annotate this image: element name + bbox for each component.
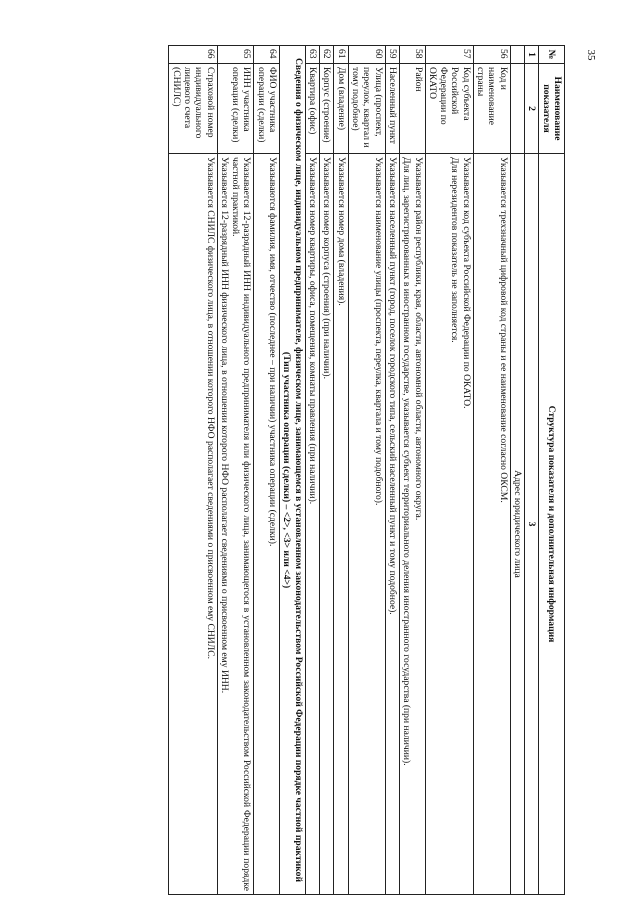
indicator-name: Код субъекта Российской Федерации по ОКАТО — [425, 64, 473, 154]
description-line: Для нерезидентов показатель не заполняется. — [449, 157, 461, 343]
table-row — [348, 46, 385, 895]
indicator-name: Район — [399, 64, 425, 154]
indicator-name: Страховой номер индивидуального лицевого счета (СНИЛС) — [169, 64, 217, 154]
table-row — [334, 46, 348, 895]
indicator-description — [305, 154, 319, 895]
indicator-description — [169, 154, 217, 895]
table-body-section-b — [280, 46, 306, 895]
row-number: 56 — [473, 46, 510, 64]
indicator-name: Улица (проспект, переулок, квартал и тому подобное) — [348, 64, 385, 154]
table-row — [473, 46, 510, 895]
indicator-description — [217, 154, 254, 895]
table-row — [305, 46, 319, 895]
indicator-description — [385, 154, 399, 895]
description-line: Указывается номер корпуса (строения) (при наличии). — [321, 157, 333, 380]
section-legal-address: Адрес юридического лица — [510, 154, 524, 895]
page-number: 35 — [585, 49, 597, 61]
row-number: 65 — [217, 46, 254, 64]
description-line: Указывается номер дома (владения). — [335, 157, 347, 306]
header-name: Наименование показателя — [539, 64, 565, 154]
indicator-description — [254, 154, 280, 895]
table-body-a — [510, 46, 524, 895]
indicator-name: ИНН участника операции (сделки) — [217, 64, 254, 154]
indicator-description — [320, 154, 334, 895]
table-row — [385, 46, 399, 895]
table-body-rows-b — [169, 46, 280, 895]
section-spacer — [510, 46, 524, 64]
rotated-table-container — [70, 45, 565, 895]
row-number: 60 — [348, 46, 385, 64]
indicator-name: Дом (владение) — [334, 64, 348, 154]
column-number-row — [525, 46, 539, 895]
description-line: Для лиц, зарегистрированных в иностранном государстве, указывается субъект территориального деления иностранного государства (при наличии). — [401, 157, 413, 766]
section-individual: Сведения о физическом лице, индивидуальном предпринимателе, физическом лице, занимающемся в установленном законодательством Российской Федерации порядке частной практикой (Тип участника операции (сделки) – <2>, <3> или <4>) — [280, 46, 306, 895]
section-row-individual — [280, 46, 306, 895]
table-row — [320, 46, 334, 895]
indicator-name: Код и наименование страны — [473, 64, 510, 154]
column-number-1: 1 — [525, 46, 539, 64]
description-line: Указывается 12-разрядный ИНН индивидуального предпринимателя или физического лица, занимающегося в установленном законодательством Российской Федерации порядке частной практикой. — [230, 157, 253, 891]
indicator-description — [473, 154, 510, 895]
row-number: 63 — [305, 46, 319, 64]
indicator-name: Корпус (строение) — [320, 64, 334, 154]
indicator-description — [425, 154, 473, 895]
header-structure: Структура показателя и дополнительная информация — [539, 154, 565, 895]
section-row-legal-address — [510, 46, 524, 895]
row-number: 58 — [399, 46, 425, 64]
column-number-2: 2 — [525, 64, 539, 154]
description-line: Указывается 12-разрядный ИНН физического лица, в отношении которого НФО располагает сведениями о присвоенном ему ИНН. — [218, 157, 230, 694]
row-number: 66 — [169, 46, 217, 64]
table-row — [169, 46, 217, 895]
description-line: Указывается район республики, края, области, автономной области, автономного округа. — [412, 157, 424, 521]
table-row — [217, 46, 254, 895]
table-header-row — [539, 46, 565, 895]
section-spacer — [510, 64, 524, 154]
description-line: Указывается код субъекта Российской Федерации по ОКАТО. — [460, 157, 472, 409]
table-row — [425, 46, 473, 895]
header-no: № — [539, 46, 565, 64]
indicator-description — [334, 154, 348, 895]
description-line: Указывается СНИЛС физического лица, в отношении которого НФО располагает сведениями о присвоенном ему СНИЛС. — [204, 157, 216, 660]
indicator-name: ФИО участника операции (сделки) — [254, 64, 280, 154]
description-line: Указывается номер квартиры, офиса, помещения, комнаты правления (при наличии). — [307, 157, 319, 505]
row-number: 57 — [425, 46, 473, 64]
indicator-description — [348, 154, 385, 895]
row-number: 62 — [320, 46, 334, 64]
indicator-description — [399, 154, 425, 895]
table-body-rows-a — [305, 46, 510, 895]
description-line: Указывается наименование улицы (проспекта, переулка, квартала и тому подобного). — [372, 157, 384, 506]
description-line: Указываются фамилия, имя, отчество (последнее – при наличии) участника операции (сделки). — [267, 157, 279, 547]
indicator-name: Квартира (офис) — [305, 64, 319, 154]
description-line: Указывается трехзначный цифровой код страны и ее наименование согласно ОКСМ. — [497, 157, 509, 503]
indicator-name: Населенный пункт — [385, 64, 399, 154]
table-row — [399, 46, 425, 895]
description-line: Указывается населенный пункт (город, поселок городского типа, сельский населенный пункт и тому подобное). — [386, 157, 398, 615]
row-number: 64 — [254, 46, 280, 64]
column-number-3: 3 — [525, 154, 539, 895]
indicator-table — [168, 45, 565, 895]
row-number: 59 — [385, 46, 399, 64]
table-row — [254, 46, 280, 895]
row-number: 61 — [334, 46, 348, 64]
